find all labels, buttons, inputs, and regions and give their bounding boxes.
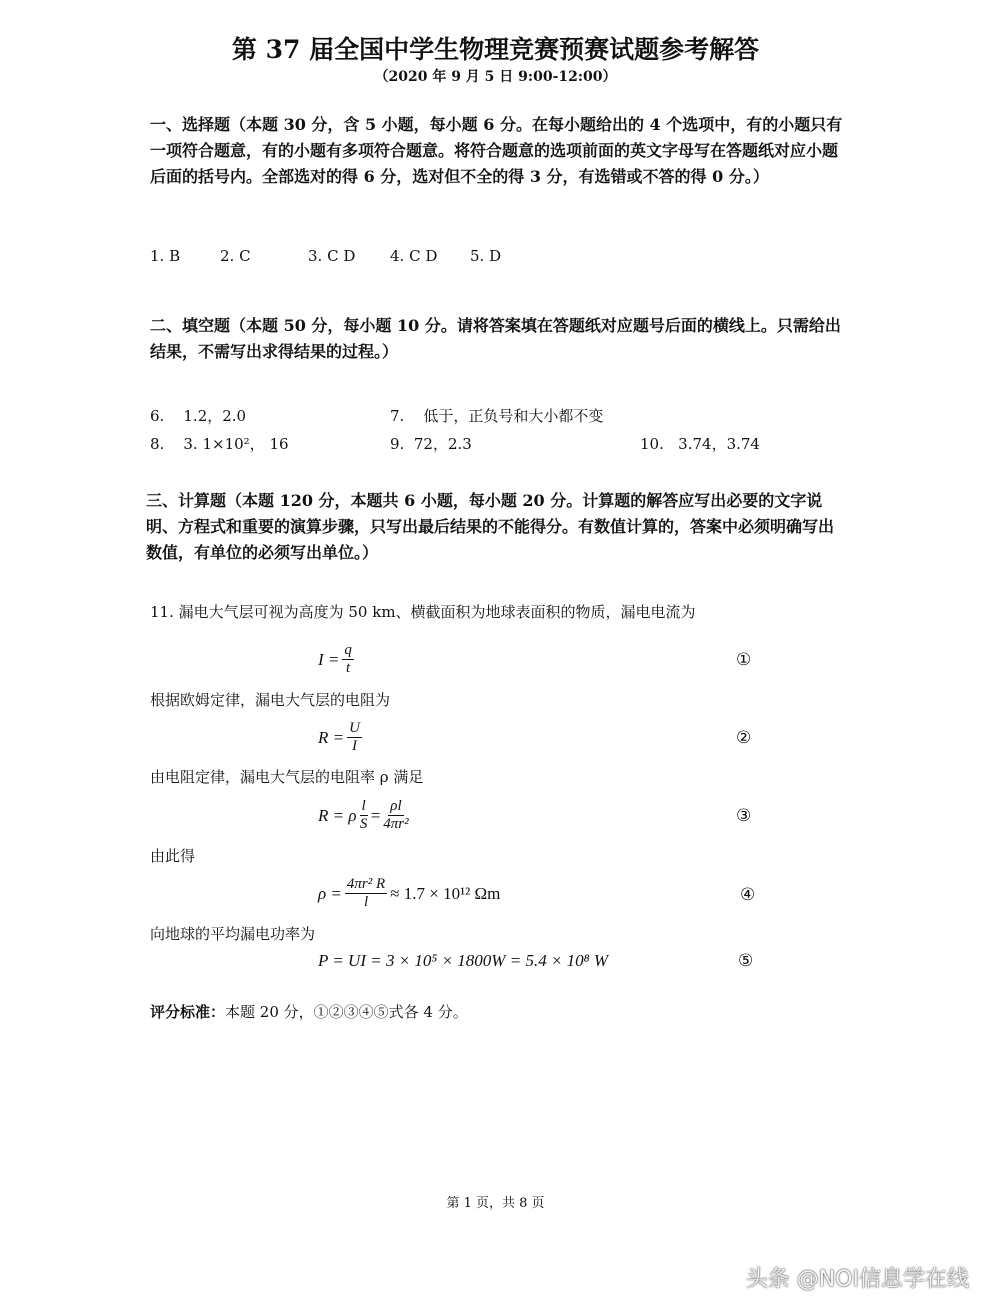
answer-8: [150, 434, 289, 454]
answer-1: 1. B: [150, 247, 181, 265]
denominator: I: [352, 738, 358, 754]
scoring-text: 本题 20 分，①②③④⑤式各 4 分。: [225, 1003, 468, 1021]
exam-date: （2020 年 9 月 5 日 9:00-12:00）: [374, 69, 617, 85]
answer-4: 4. C D: [390, 247, 438, 265]
section2-instructions: 二、填空题（本题 50 分，每小题 10 分。请将答案填在答题纸对应题号后面的横线上。只需给出结果，不需写出求得结果的过程。）: [150, 316, 841, 361]
answer-value: 3. 1×10²， 16: [183, 435, 289, 453]
eq-lhs: R = ρ: [318, 805, 357, 825]
q11-text-3: 由电阻定律，漏电大气层的电阻率 ρ 满足: [150, 768, 424, 786]
section3-instructions: 三、计算题（本题 120 分，本题共 6 小题，每小题 20 分。计算题的解答应写出必要的文字说明、方程式和重要的演算步骤，只写出最后结果的不能得分。有数值计算的，答案中必须明确写出数值，有单位的必须写出单位。）: [146, 491, 835, 562]
equation-marker-4: ④: [740, 885, 756, 905]
answer-7: [390, 406, 603, 426]
page-title: 第 37 届全国中学生物理竞赛预赛试题参考解答: [231, 35, 760, 64]
equation-marker-2: ②: [736, 728, 752, 748]
answer-num: 8.: [150, 435, 165, 453]
scoring-criteria: [150, 1002, 468, 1022]
q11-intro: 11. 漏电大气层可视为高度为 50 km、横截面积为地球表面积的物质，漏电电流为: [150, 603, 696, 621]
fraction: [347, 720, 362, 755]
watermark: 头条 @NOI信息学在线: [745, 1267, 969, 1292]
answer-value: 1.2，2.0: [183, 407, 247, 425]
answer-num: 10.: [640, 435, 664, 453]
equation-marker-5: ⑤: [738, 951, 754, 971]
q11-text-4: 由此得: [150, 847, 196, 865]
numerator: l: [361, 798, 366, 814]
equation-marker-3: ③: [736, 806, 752, 826]
page-footer: 第 1 页，共 8 页: [446, 1196, 545, 1211]
fraction: [342, 642, 354, 677]
answer-2: 2. C: [220, 247, 251, 265]
numerator: 4πr² R: [346, 876, 386, 892]
eq-lhs: I =: [318, 649, 340, 669]
equation-4: [318, 876, 500, 911]
denominator: 4πr²: [383, 816, 409, 832]
numerator: U: [349, 720, 360, 736]
q11-text-5: 向地球的平均漏电功率为: [150, 925, 316, 943]
equation-5: P = UI = 3 × 10⁵ × 1800W = 5.4 × 10⁸ W: [318, 951, 608, 970]
answer-10: [640, 434, 760, 454]
fraction: [345, 876, 387, 911]
eq-lhs: R =: [318, 727, 345, 747]
fraction: [383, 798, 408, 833]
answer-9: [390, 434, 472, 454]
answer-value: 3.74，3.74: [678, 435, 760, 453]
equals-sign: =: [370, 805, 381, 825]
answer-num: 9.: [390, 435, 405, 453]
equation-1: [318, 642, 357, 677]
denominator: l: [363, 894, 369, 910]
answer-5: 5. D: [470, 247, 502, 265]
answer-num: 7.: [390, 407, 405, 425]
answer-value: 72，2.3: [413, 435, 472, 453]
denominator: S: [359, 816, 368, 832]
equation-2: [318, 720, 365, 755]
numerator: q: [344, 642, 352, 658]
answer-3: 3. C D: [308, 247, 356, 265]
denominator: t: [346, 660, 351, 676]
answer-value: 低于，正负号和大小都不变: [423, 407, 604, 425]
scoring-label: 评分标准：: [150, 1003, 226, 1021]
eq-lhs: ρ =: [318, 883, 342, 903]
numerator: ρl: [390, 798, 402, 814]
equation-marker-1: ①: [736, 650, 752, 670]
answer-6: [150, 406, 246, 426]
q11-text-2: 根据欧姆定律，漏电大气层的电阻为: [150, 691, 391, 709]
section1-instructions: 一、选择题（本题 30 分，含 5 小题，每小题 6 分。在每小题给出的 4 个选项中，有的小题只有一项符合题意，有的小题有多项符合题意。将符合题意的选项前面的英文字母写在答题纸对应小题后面的括号内。全部选对的得 6 分，选对但不全的得 3 分，有选错或不答的得 0 分。）: [150, 115, 843, 186]
fraction: [360, 798, 368, 833]
answer-num: 6.: [150, 407, 165, 425]
eq-rhs: ≈ 1.7 × 10¹² Ωm: [390, 883, 501, 903]
equation-3: [318, 798, 412, 833]
